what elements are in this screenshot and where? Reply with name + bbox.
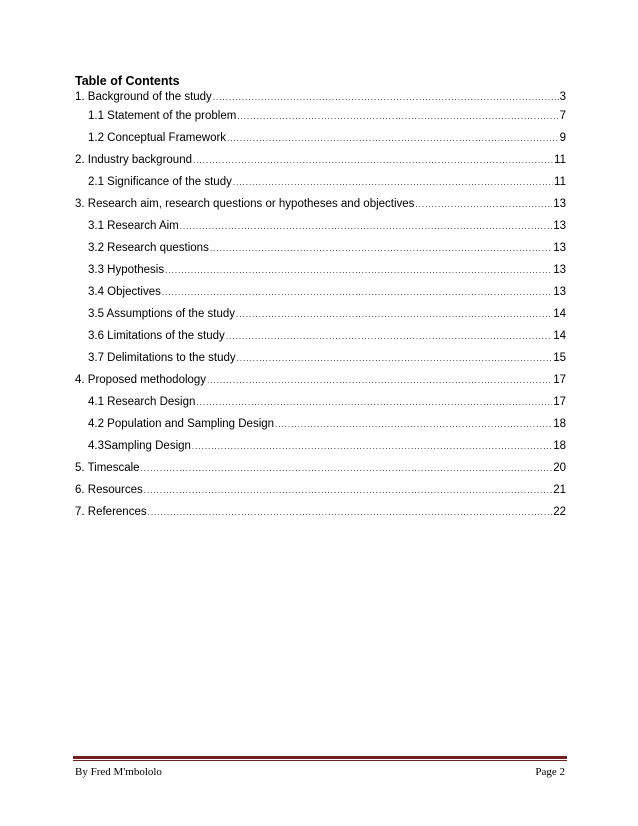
toc-entry[interactable] [75, 325, 566, 347]
toc-entry[interactable] [75, 479, 566, 501]
toc-entry-text: 3.4 Objectives [88, 286, 161, 298]
toc-entry-text: 1. Background of the study [75, 91, 212, 103]
toc-entry[interactable] [75, 303, 566, 325]
toc-entry-text: 1.2 Conceptual Framework [88, 132, 227, 144]
toc-entry-text: 3.6 Limitations of the study [88, 330, 225, 342]
toc-entry-text: 3. Research aim, research questions or hypotheses and objectives [75, 198, 415, 210]
toc-entry[interactable] [75, 281, 566, 303]
toc-entry-page: 13 [553, 264, 566, 276]
toc-dot-leader [165, 260, 552, 282]
toc-entry-page: 13 [553, 198, 566, 210]
toc-entry[interactable] [75, 435, 566, 457]
toc-entry-page: 22 [553, 506, 566, 518]
toc-list [75, 89, 566, 523]
toc-entry-page: 11 [554, 154, 566, 166]
toc-dot-leader [236, 304, 552, 326]
toc-entry-page: 21 [553, 484, 566, 496]
toc-dot-leader [148, 502, 553, 524]
toc-entry-page: 17 [553, 396, 566, 408]
toc-entry-page: 14 [553, 308, 566, 320]
footer-author: By Fred M'mbololo [75, 766, 162, 778]
toc-dot-leader [415, 194, 552, 216]
toc-dot-leader [227, 128, 559, 150]
toc-dot-leader [144, 480, 552, 502]
toc-entry[interactable] [75, 171, 566, 193]
toc-entry-text: 5. Timescale [75, 462, 140, 474]
toc-entry-text: 4.2 Population and Sampling Design [88, 418, 275, 430]
toc-entry[interactable] [75, 215, 566, 237]
toc-entry[interactable] [75, 89, 566, 105]
toc-entry[interactable] [75, 193, 566, 215]
toc-entry-text: 1.1 Statement of the problem [88, 110, 237, 122]
toc-entry-page: 14 [553, 330, 566, 342]
toc-entry-page: 18 [553, 418, 566, 430]
toc-dot-leader [210, 238, 552, 260]
toc-entry-page: 13 [553, 220, 566, 232]
toc-entry-text: 4. Proposed methodology [75, 374, 207, 386]
toc-entry-page: 3 [559, 91, 566, 103]
toc-entry[interactable] [75, 369, 566, 391]
table-of-contents [75, 74, 566, 523]
toc-entry-text: 7. References [75, 506, 147, 518]
toc-entry-page: 7 [559, 110, 566, 122]
toc-title: Table of Contents [75, 74, 180, 88]
toc-entry[interactable] [75, 347, 566, 369]
toc-entry-page: 13 [553, 286, 566, 298]
toc-entry[interactable] [75, 127, 566, 149]
toc-entry[interactable] [75, 413, 566, 435]
toc-dot-leader [237, 348, 553, 370]
toc-dot-leader [196, 392, 552, 414]
toc-entry-text: 2.1 Significance of the study [88, 176, 232, 188]
page-footer [75, 765, 565, 779]
toc-dot-leader [141, 458, 553, 480]
toc-entry-page: 20 [553, 462, 566, 474]
toc-entry[interactable] [75, 391, 566, 413]
toc-entry[interactable] [75, 237, 566, 259]
toc-entry-text: 3.1 Research Aim [88, 220, 179, 232]
toc-entry-page: 15 [553, 352, 566, 364]
toc-entry-text: 3.7 Delimitations to the study [88, 352, 236, 364]
toc-dot-leader [207, 370, 552, 392]
toc-entry[interactable] [75, 501, 566, 523]
toc-entry-page: 11 [554, 176, 566, 188]
toc-dot-leader [192, 436, 552, 458]
toc-entry[interactable] [75, 259, 566, 281]
toc-entry[interactable] [75, 457, 566, 479]
toc-entry-page: 17 [553, 374, 566, 386]
toc-entry-text: 4.1 Research Design [88, 396, 196, 408]
toc-dot-leader [226, 326, 552, 348]
toc-entry-text: 6. Resources [75, 484, 143, 496]
toc-dot-leader [275, 414, 552, 436]
toc-dot-leader [162, 282, 552, 304]
toc-entry-text: 3.3 Hypothesis [88, 264, 165, 276]
footer-rule-thin [73, 760, 567, 761]
toc-entry[interactable] [75, 149, 566, 171]
footer-rule [73, 756, 567, 759]
toc-entry-text: 4.3Sampling Design [88, 440, 191, 452]
toc-entry-text: 3.2 Research questions [88, 242, 209, 254]
toc-entry[interactable] [75, 105, 566, 127]
toc-entry-page: 9 [559, 132, 566, 144]
footer-page-number: Page 2 [535, 766, 565, 778]
toc-dot-leader [213, 90, 559, 106]
toc-entry-text: 3.5 Assumptions of the study [88, 308, 236, 320]
toc-dot-leader [180, 216, 552, 238]
toc-dot-leader [193, 150, 553, 172]
toc-dot-leader [233, 172, 553, 194]
toc-entry-text: 2. Industry background [75, 154, 192, 166]
toc-dot-leader [237, 106, 558, 128]
toc-entry-page: 18 [553, 440, 566, 452]
toc-entry-page: 13 [553, 242, 566, 254]
